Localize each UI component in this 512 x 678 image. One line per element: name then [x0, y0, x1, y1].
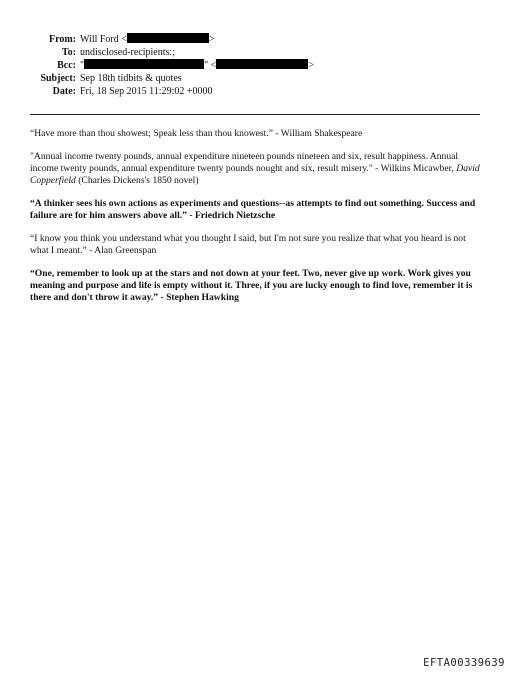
bcc-open: ": [80, 60, 85, 71]
bcc-label: Bcc:: [57, 60, 76, 71]
quote-greenspan: “I know you think you understand what you thought I said, but I'm not sure you realize that what you heard is not what I meant.” - Alan Greenspan: [30, 233, 466, 256]
quote-dickens: [30, 151, 480, 187]
from-close: >: [208, 34, 215, 45]
date-label: Date:: [52, 86, 76, 97]
from-row: [30, 33, 314, 46]
subject-value: Sep 18th tidbits & quotes: [80, 73, 182, 84]
quote-dickens-tail: (Charles Dickens's 1850 novel): [75, 175, 199, 186]
to-row: [30, 46, 314, 59]
quote-dickens-book: David Copperfield: [30, 163, 480, 186]
quote-shakespeare: “Have more than thou showest; Speak less than thou knowest.” - William Shakespeare: [30, 128, 363, 139]
email-body: [30, 128, 480, 315]
redaction-box: [216, 59, 308, 69]
email-header: [30, 33, 314, 98]
to-label: To:: [61, 47, 76, 58]
quote-nietzsche: “A thinker sees his own actions as experiments and questions--as attempts to find out something. Success and failure are for him answers above all.” - Friedrich Nietzsche: [30, 198, 476, 221]
redaction-box: [84, 59, 204, 69]
bcc-mid: " <: [204, 60, 217, 71]
bcc-close: >: [308, 60, 314, 71]
subject-row: [30, 72, 314, 85]
header-divider: [30, 114, 480, 115]
date-value: Fri, 18 Sep 2015 11:29:02 +0000: [80, 86, 213, 97]
from-label: From:: [48, 34, 76, 45]
quote-dickens-main: "Annual income twenty pounds, annual expenditure nineteen pounds nineteen and six, result happiness. Annual income twenty pounds, annual expenditure twenty pounds nought and six, result misery." - Wilkins Micawber,: [30, 151, 459, 174]
quote-hawking: “One, remember to look up at the stars and not down at your feet. Two, never give up work. Work gives you meaning and purpose and life is empty without it. Three, if you are lucky enough to find love, remember it is there and don't throw it away.” - Stephen Hawking: [30, 268, 473, 303]
date-row: [30, 85, 314, 98]
bcc-row: [30, 59, 314, 72]
document-id: EFTA00339639: [423, 657, 505, 669]
from-name: Will Ford <: [80, 34, 127, 45]
to-value: undisclosed-recipients:;: [80, 47, 175, 58]
redaction-box: [127, 33, 209, 43]
subject-label: Subject:: [40, 73, 76, 84]
